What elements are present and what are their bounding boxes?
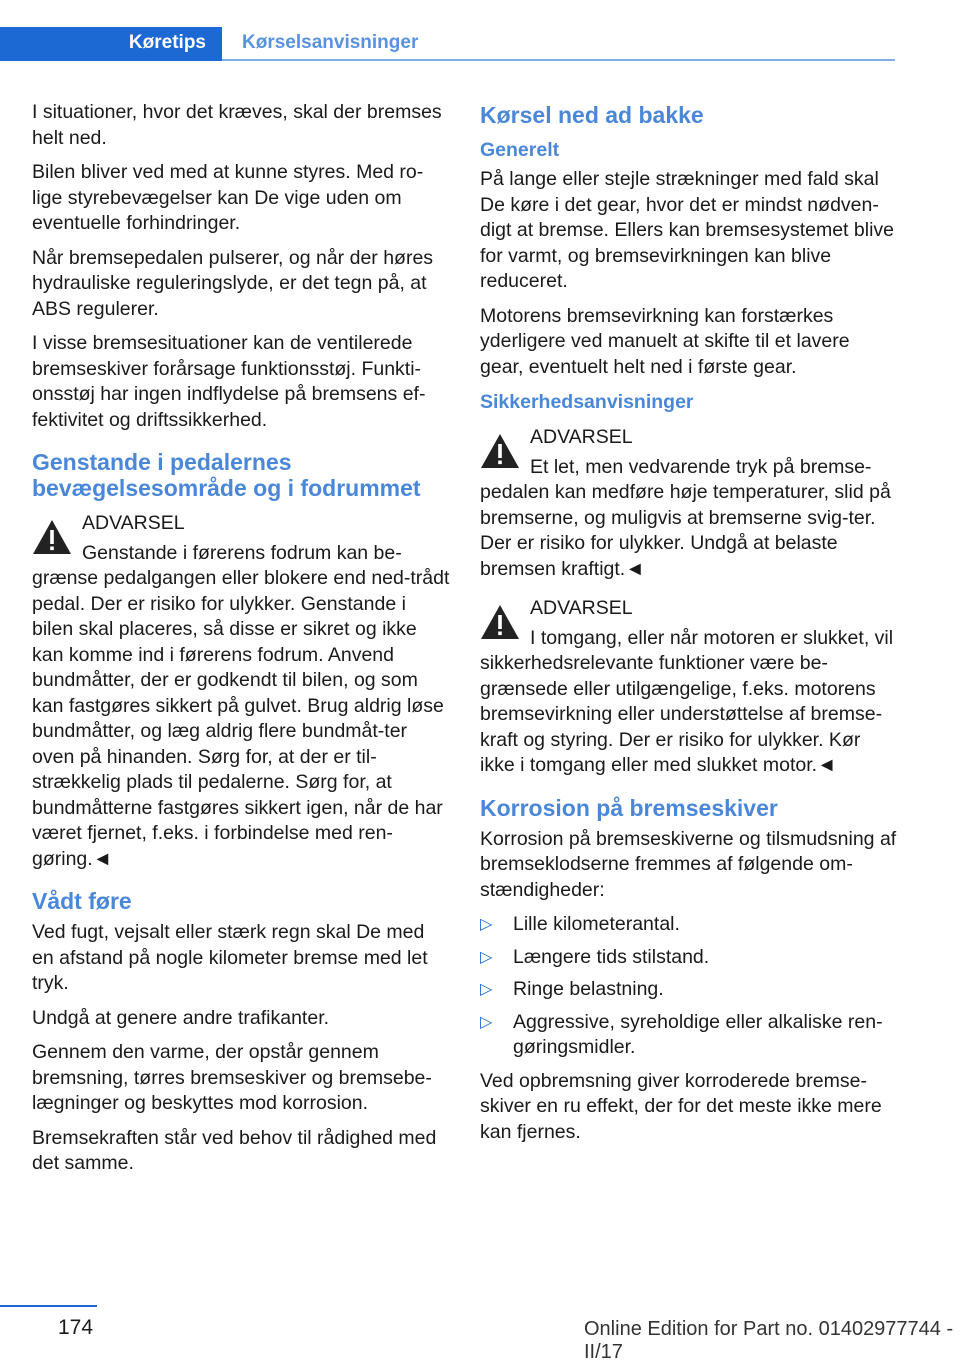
paragraph: I situationer, hvor det kræves, skal der bremses helt ned. (32, 101, 442, 149)
bullet-list (480, 912, 898, 1061)
warning-triangle-icon (32, 519, 72, 555)
section-heading-pedal-area: Genstande i pedalernes bevægelsesområde og i fodrummet (32, 449, 421, 501)
subsection-tab: Kørselsanvisninger (242, 32, 419, 53)
warning-title: ADVARSEL (530, 597, 633, 619)
page-header (0, 0, 895, 60)
section-heading-wet-roads: Vådt føre (32, 888, 132, 914)
warning-text: Et let, men vedvarende tryk på bremse‐pedalen kan medføre høje temperaturer, slid på bremserne, og muligvis at bremserne svig‐ter. Der er risiko for ulykker. Undgå at belaste bremsen kraftigt.◄ (480, 455, 891, 580)
right-column (480, 100, 898, 1154)
triangle-bullet-icon: ▷ (480, 916, 493, 933)
warning-box (480, 425, 898, 582)
warning-box (32, 511, 450, 872)
edition-note: Online Edition for Part no. 01402977744 - II/17 (584, 1318, 954, 1363)
warning-box (480, 596, 898, 779)
paragraph: Bremsekraften står ved behov til rådighed med det samme. (32, 1126, 437, 1174)
list-item-text: Lille kilometerantal. (513, 913, 680, 935)
list-item-text: Ringe belastning. (513, 978, 664, 1000)
list-item-text: Længere tids stilstand. (513, 945, 710, 968)
list-item (480, 945, 898, 971)
paragraph: Gennem den varme, der opstår gennem bremsning, tørres bremseskiver og bremsebe‐lægninger og beskyttes mod korrosion. (32, 1041, 432, 1114)
list-item (480, 1010, 898, 1061)
list-item (480, 977, 898, 1003)
subheading-safety: Sikkerhedsanvisninger (480, 391, 694, 413)
warning-text: Genstande i førerens fodrum kan be‐grænse pedalgangen eller blokere end ned‐trådt pedal. Der er risiko for ulykker. Genstande i bilen skal placeres, så disse er sikret og ikke kan komme ind i førerens fodrum. Anvend bundmåtter, der er godkendt til bilen, og som kan fastgøres sikkert på gulvet. Brug aldrig løse bundmåtter, og læg aldrig flere bundmåt‐ter oven på hinanden. Sørg for, at der er til‐strækkelig plads til pedalerne. Sørg for, at bundmåtterne fastgøres sikkert igen, når de har været fjernet, f.eks. i forbindelse med ren‐gøring.◄ (32, 541, 450, 870)
section-tab-active (0, 27, 222, 59)
paragraph: Ved opbremsning giver korroderede bremse‐skiver en ru effekt, der for det meste ikke mere kan fjernes. (480, 1069, 882, 1143)
subheading-general: Generelt (480, 139, 560, 161)
paragraph: Når bremsepedalen pulserer, og når der høres hydrauliske reguleringslyde, er det tegn på, at ABS regulerer. (32, 246, 434, 320)
warning-triangle-icon (480, 433, 520, 469)
list-item (480, 912, 898, 938)
page-number: 174 (58, 1316, 94, 1339)
paragraph: Korrosion på bremseskiverne og tilsmudsning af bremseklodserne fremmes af følgende om‐stændigheder: (480, 827, 897, 901)
section-heading-corrosion: Korrosion på bremseskiver (480, 794, 778, 821)
paragraph: I visse bremsesituationer kan de ventilerede bremseskiver forårsage funktionsstøj. Funkti‐onsstøj har ingen indflydelse på bremsens ef‐fektivitet og driftssikkerhed. (32, 332, 426, 431)
warning-triangle-icon (480, 604, 520, 640)
warning-title: ADVARSEL (530, 426, 633, 448)
section-tab-label: Køretips (128, 32, 206, 53)
warning-text: I tomgang, eller når motoren er slukket, vil sikkerhedsrelevante funktioner være be‐grænsede eller utilgængelige, f.eks. motorens bremsevirkning eller understøttelse af bremse‐kraft og styring. Der er risiko for ulykker. Kør ikke i tomgang eller med slukket motor.◄ (480, 626, 894, 776)
paragraph: Bilen bliver ved med at kunne styres. Med ro‐lige styrebevægelser kan De vige uden om eventuelle forhindringer. (32, 161, 424, 234)
warning-title: ADVARSEL (82, 512, 185, 534)
triangle-bullet-icon: ▷ (480, 981, 493, 998)
triangle-bullet-icon: ▷ (480, 948, 493, 966)
left-column (32, 100, 450, 1186)
paragraph: Motorens bremsevirkning kan forstærkes yderligere ved manuelt at skifte til et lavere gear, eventuelt helt ned i første gear. (480, 304, 850, 378)
paragraph: Undgå at genere andre trafikanter. (32, 1006, 330, 1029)
paragraph: Ved fugt, vejsalt eller stærk regn skal De med en afstand på nogle kilometer bremse med let tryk. (32, 921, 428, 994)
header-rule-accent (0, 58, 222, 61)
list-item-text: Aggressive, syreholdige eller alkaliske ren‐gøringsmidler. (513, 1010, 883, 1058)
section-heading-downhill: Kørsel ned ad bakke (480, 102, 704, 128)
triangle-bullet-icon: ▷ (480, 1013, 493, 1031)
paragraph: På lange eller stejle strækninger med fald skal De køre i det gear, hvor det er mindst nødven‐digt at bremse. Ellers kan bremsesystemet blive for varmt, og bremsevirkningen kan blive reduceret. (480, 168, 894, 292)
footer-rule (0, 1305, 97, 1307)
